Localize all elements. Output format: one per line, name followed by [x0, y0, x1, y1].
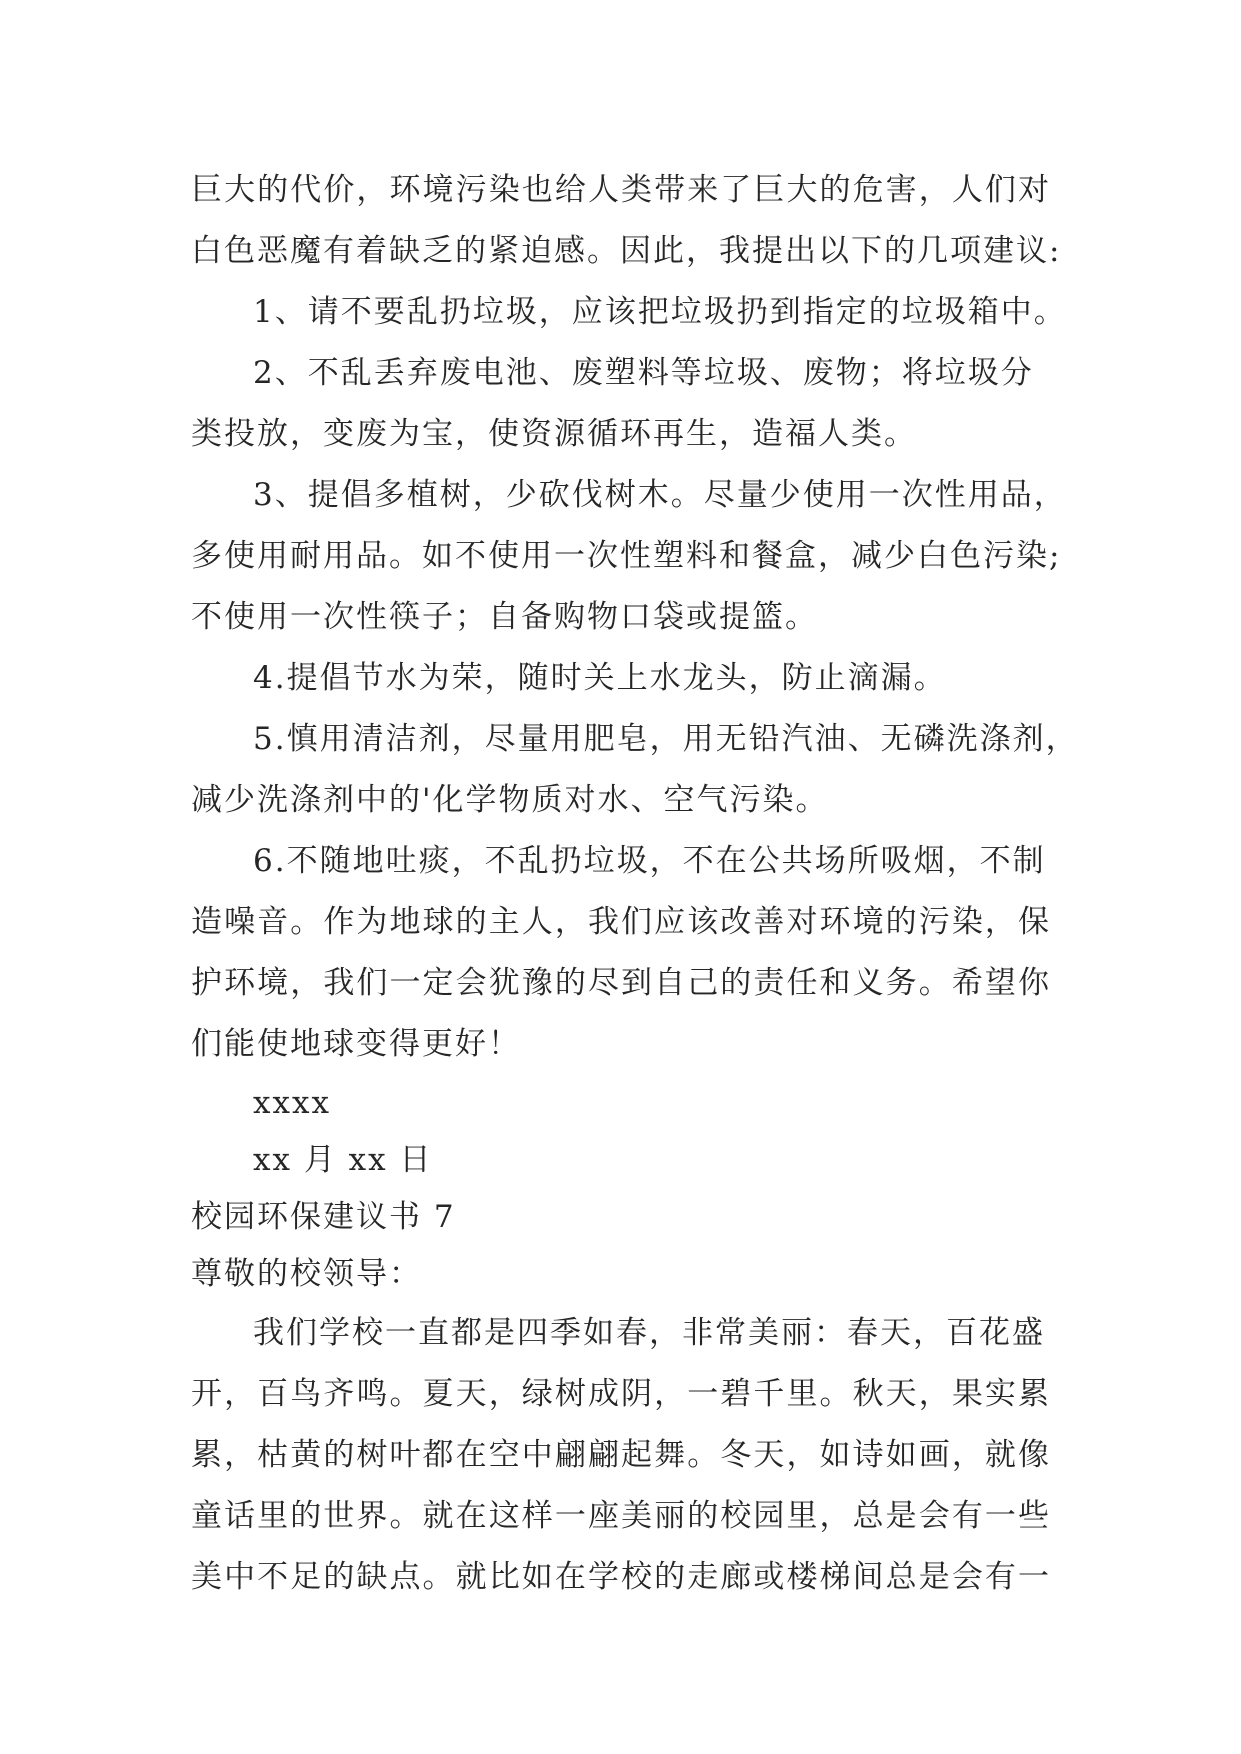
list-item: 6.不随地吐痰，不乱扔垃圾，不在公共场所吸烟，不制 [253, 843, 1046, 879]
text-line: 美中不足的缺点。就比如在学校的走廊或楼梯间总是会有一 [191, 1559, 1051, 1595]
text-line: 我们学校一直都是四季如春，非常美丽：春天，百花盛 [253, 1315, 1045, 1351]
document-body [191, 160, 1079, 1608]
text-line: 巨大的代价，环境污染也给人类带来了巨大的危害，人们对 [191, 172, 1051, 208]
text-line: 多使用耐用品。如不使用一次性塑料和餐盒，减少白色污染; [191, 538, 1062, 574]
list-item: 1、请不要乱扔垃圾，应该把垃圾扔到指定的垃圾箱中。 [253, 294, 1067, 330]
date: xx 月 xx 日 [253, 1142, 433, 1178]
text-line: 不使用一次性筷子；自备购物口袋或提篮。 [191, 599, 818, 635]
text-line: 白色恶魔有着缺乏的紧迫感。因此，我提出以下的几项建议: [191, 233, 1062, 269]
list-item: 2、不乱丢弃废电池、废塑料等垃圾、废物；将垃圾分 [253, 355, 1034, 391]
section-title: 校园环保建议书 7 [191, 1199, 456, 1235]
text-line: 开，百鸟齐鸣。夏天，绿树成阴，一碧千里。秋天，果实累 [191, 1376, 1051, 1412]
text-line: 类投放，变废为宝，使资源循环再生，造福人类。 [191, 416, 917, 452]
list-item: 5.慎用清洁剂，尽量用肥皂，用无铅汽油、无磷洗涤剂， [253, 721, 1079, 757]
text-line: 童话里的世界。就在这样一座美丽的校园里，总是会有一些 [191, 1498, 1051, 1534]
list-item: 3、提倡多植树，少砍伐树木。尽量少使用一次性用品， [253, 477, 1067, 513]
list-item: 4.提倡节水为荣，随时关上水龙头，防止滴漏。 [253, 660, 947, 696]
salutation: 尊敬的校领导： [191, 1256, 422, 1292]
text-line: 减少洗涤剂中的'化学物质对水、空气污染。 [191, 782, 829, 818]
signature: xxxx [253, 1085, 331, 1121]
text-line: 护环境，我们一定会犹豫的尽到自己的责任和义务。希望你 [191, 965, 1051, 1001]
text-line: 们能使地球变得更好！ [191, 1026, 521, 1062]
text-line: 累，枯黄的树叶都在空中翩翩起舞。冬天，如诗如画，就像 [191, 1437, 1051, 1473]
text-line: 造噪音。作为地球的主人，我们应该改善对环境的污染，保 [191, 904, 1051, 940]
